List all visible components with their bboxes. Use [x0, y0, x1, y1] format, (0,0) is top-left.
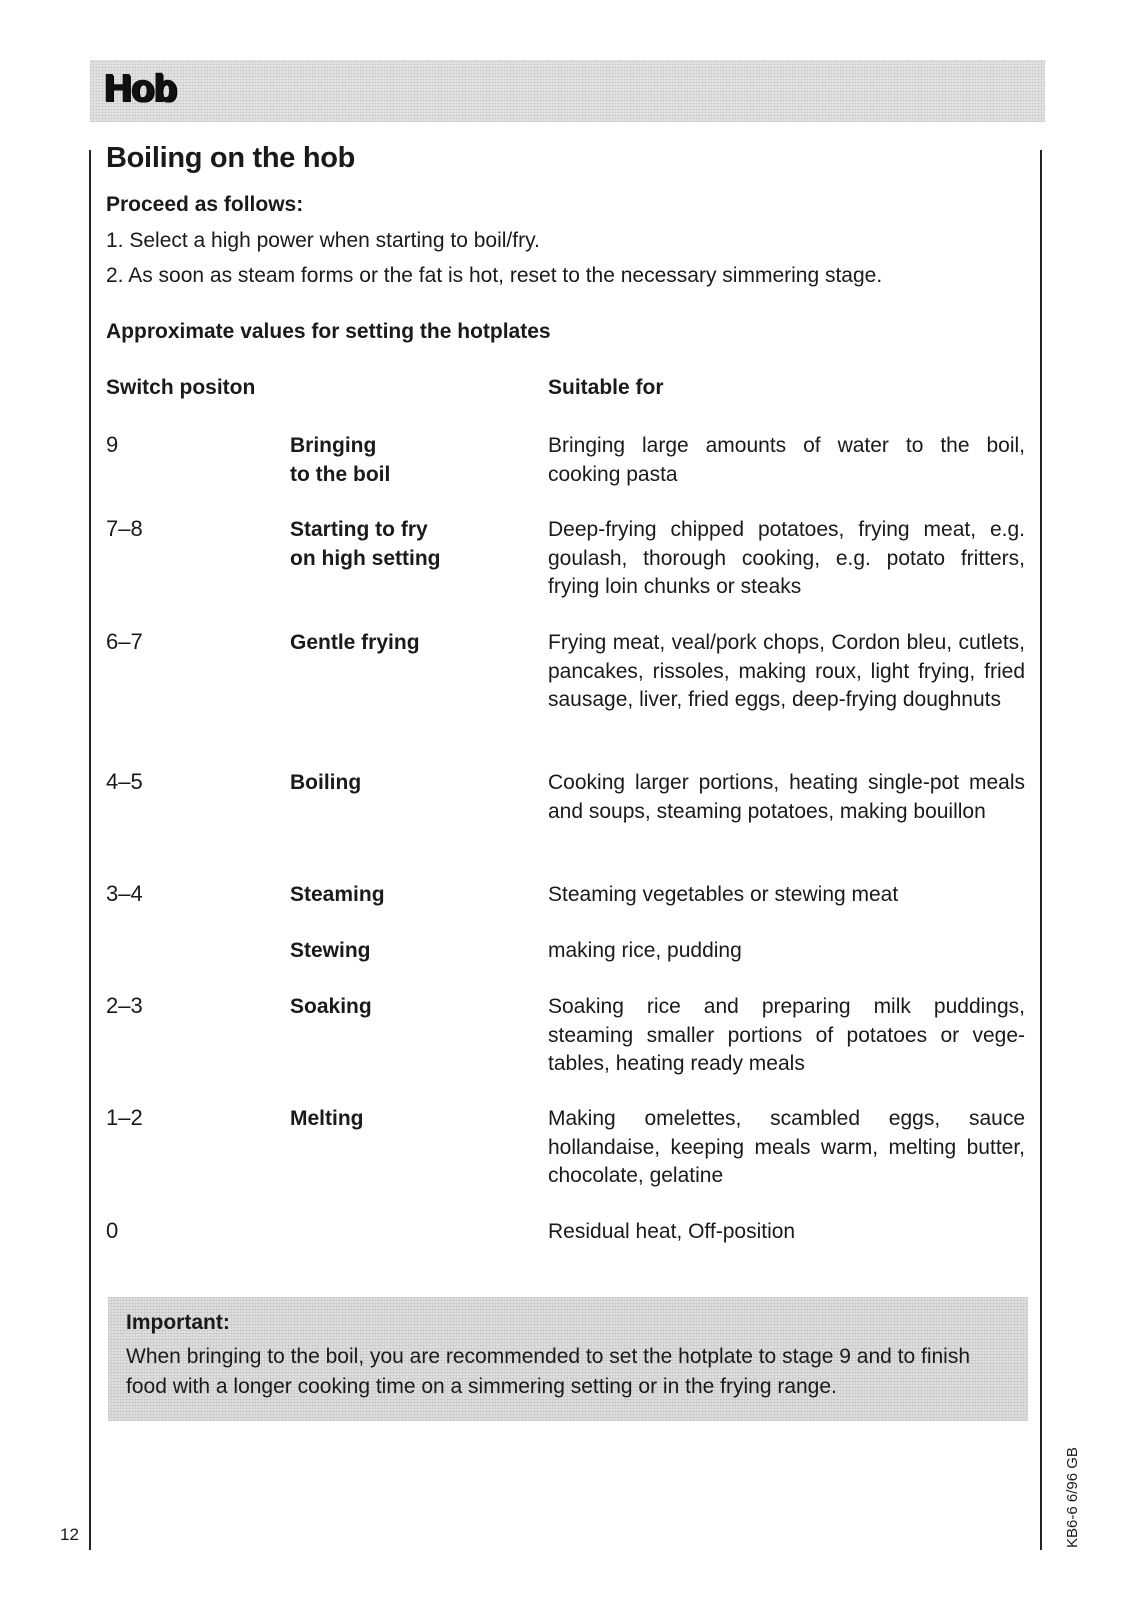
switch-position: 6–7 [106, 629, 143, 654]
suitable-for-text: Cooking larger portions, heating single-pot meals and soups, steaming potatoes, making bouillon [548, 771, 1025, 823]
section-title: Hob [104, 68, 177, 110]
setting-name: Bringing to the boil [290, 434, 391, 486]
switch-position: 1–2 [106, 1105, 143, 1130]
setting-name: Stewing [290, 939, 371, 962]
suitable-for-text: Residual heat, Off-position [548, 1220, 796, 1243]
step-2: 2. As soon as steam forms or the fat is hot, reset to the necessary simmering stage. [106, 264, 883, 287]
proceed-label: Proceed as follows: [106, 193, 304, 216]
setting-name: Boiling [290, 771, 362, 794]
setting-name: Melting [290, 1107, 364, 1130]
setting-name: Starting to fry on high setting [290, 518, 441, 570]
section-header-band [90, 60, 1045, 122]
suitable-for-text: Frying meat, veal/pork chops, Cordon bleu, cutlets, pancakes, rissoles, making roux, light frying, fried sausage, liver, fried eggs, deep-frying doughnuts [548, 631, 1025, 711]
suitable-for-text: Bringing large amounts of water to the boil, cooking pasta [548, 434, 1025, 486]
document-code: KB6-6 6/96 GB [1064, 1447, 1081, 1548]
setting-name: Steaming [290, 883, 385, 906]
table-heading: Approximate values for setting the hotplates [106, 320, 551, 343]
switch-position: 0 [106, 1218, 119, 1243]
page-title: Boiling on the hob [106, 142, 356, 174]
important-text: When bringing to the boil, you are recommended to set the hotplate to stage 9 and to finish food with a longer cooking time on a simmering setting or in the frying range. [126, 1345, 971, 1398]
important-label: Important: [126, 1311, 230, 1334]
suitable-for-text: making rice, pudding [548, 939, 742, 962]
switch-position: 3–4 [106, 881, 143, 906]
right-margin-rule [1040, 150, 1042, 1550]
switch-position: 4–5 [106, 769, 143, 794]
page-number: 12 [60, 1525, 79, 1544]
suitable-for-text: Soaking rice and preparing milk puddings, steaming smaller portions of potatoes or vege-tables, heating ready meals [548, 995, 1025, 1075]
suitable-for-text: Deep-frying chipped potatoes, frying meat, e.g. goulash, thorough cooking, e.g. potato fritters, frying loin chunks or steaks [548, 518, 1025, 598]
suitable-for-text: Steaming vegetables or stewing meat [548, 883, 899, 906]
column-header-switch-position: Switch positon [106, 376, 256, 399]
switch-position: 9 [106, 432, 119, 457]
step-1: 1. Select a high power when starting to boil/fry. [106, 229, 540, 252]
switch-position: 7–8 [106, 516, 143, 541]
left-margin-rule [89, 150, 91, 1550]
setting-name: Gentle frying [290, 631, 420, 654]
setting-name: Soaking [290, 995, 372, 1018]
suitable-for-text: Making omelettes, scambled eggs, sauce hollandaise, keeping meals warm, melting butter, chocolate, gelatine [548, 1107, 1025, 1187]
column-header-suitable-for: Suitable for [548, 376, 664, 399]
switch-position: 2–3 [106, 993, 143, 1018]
